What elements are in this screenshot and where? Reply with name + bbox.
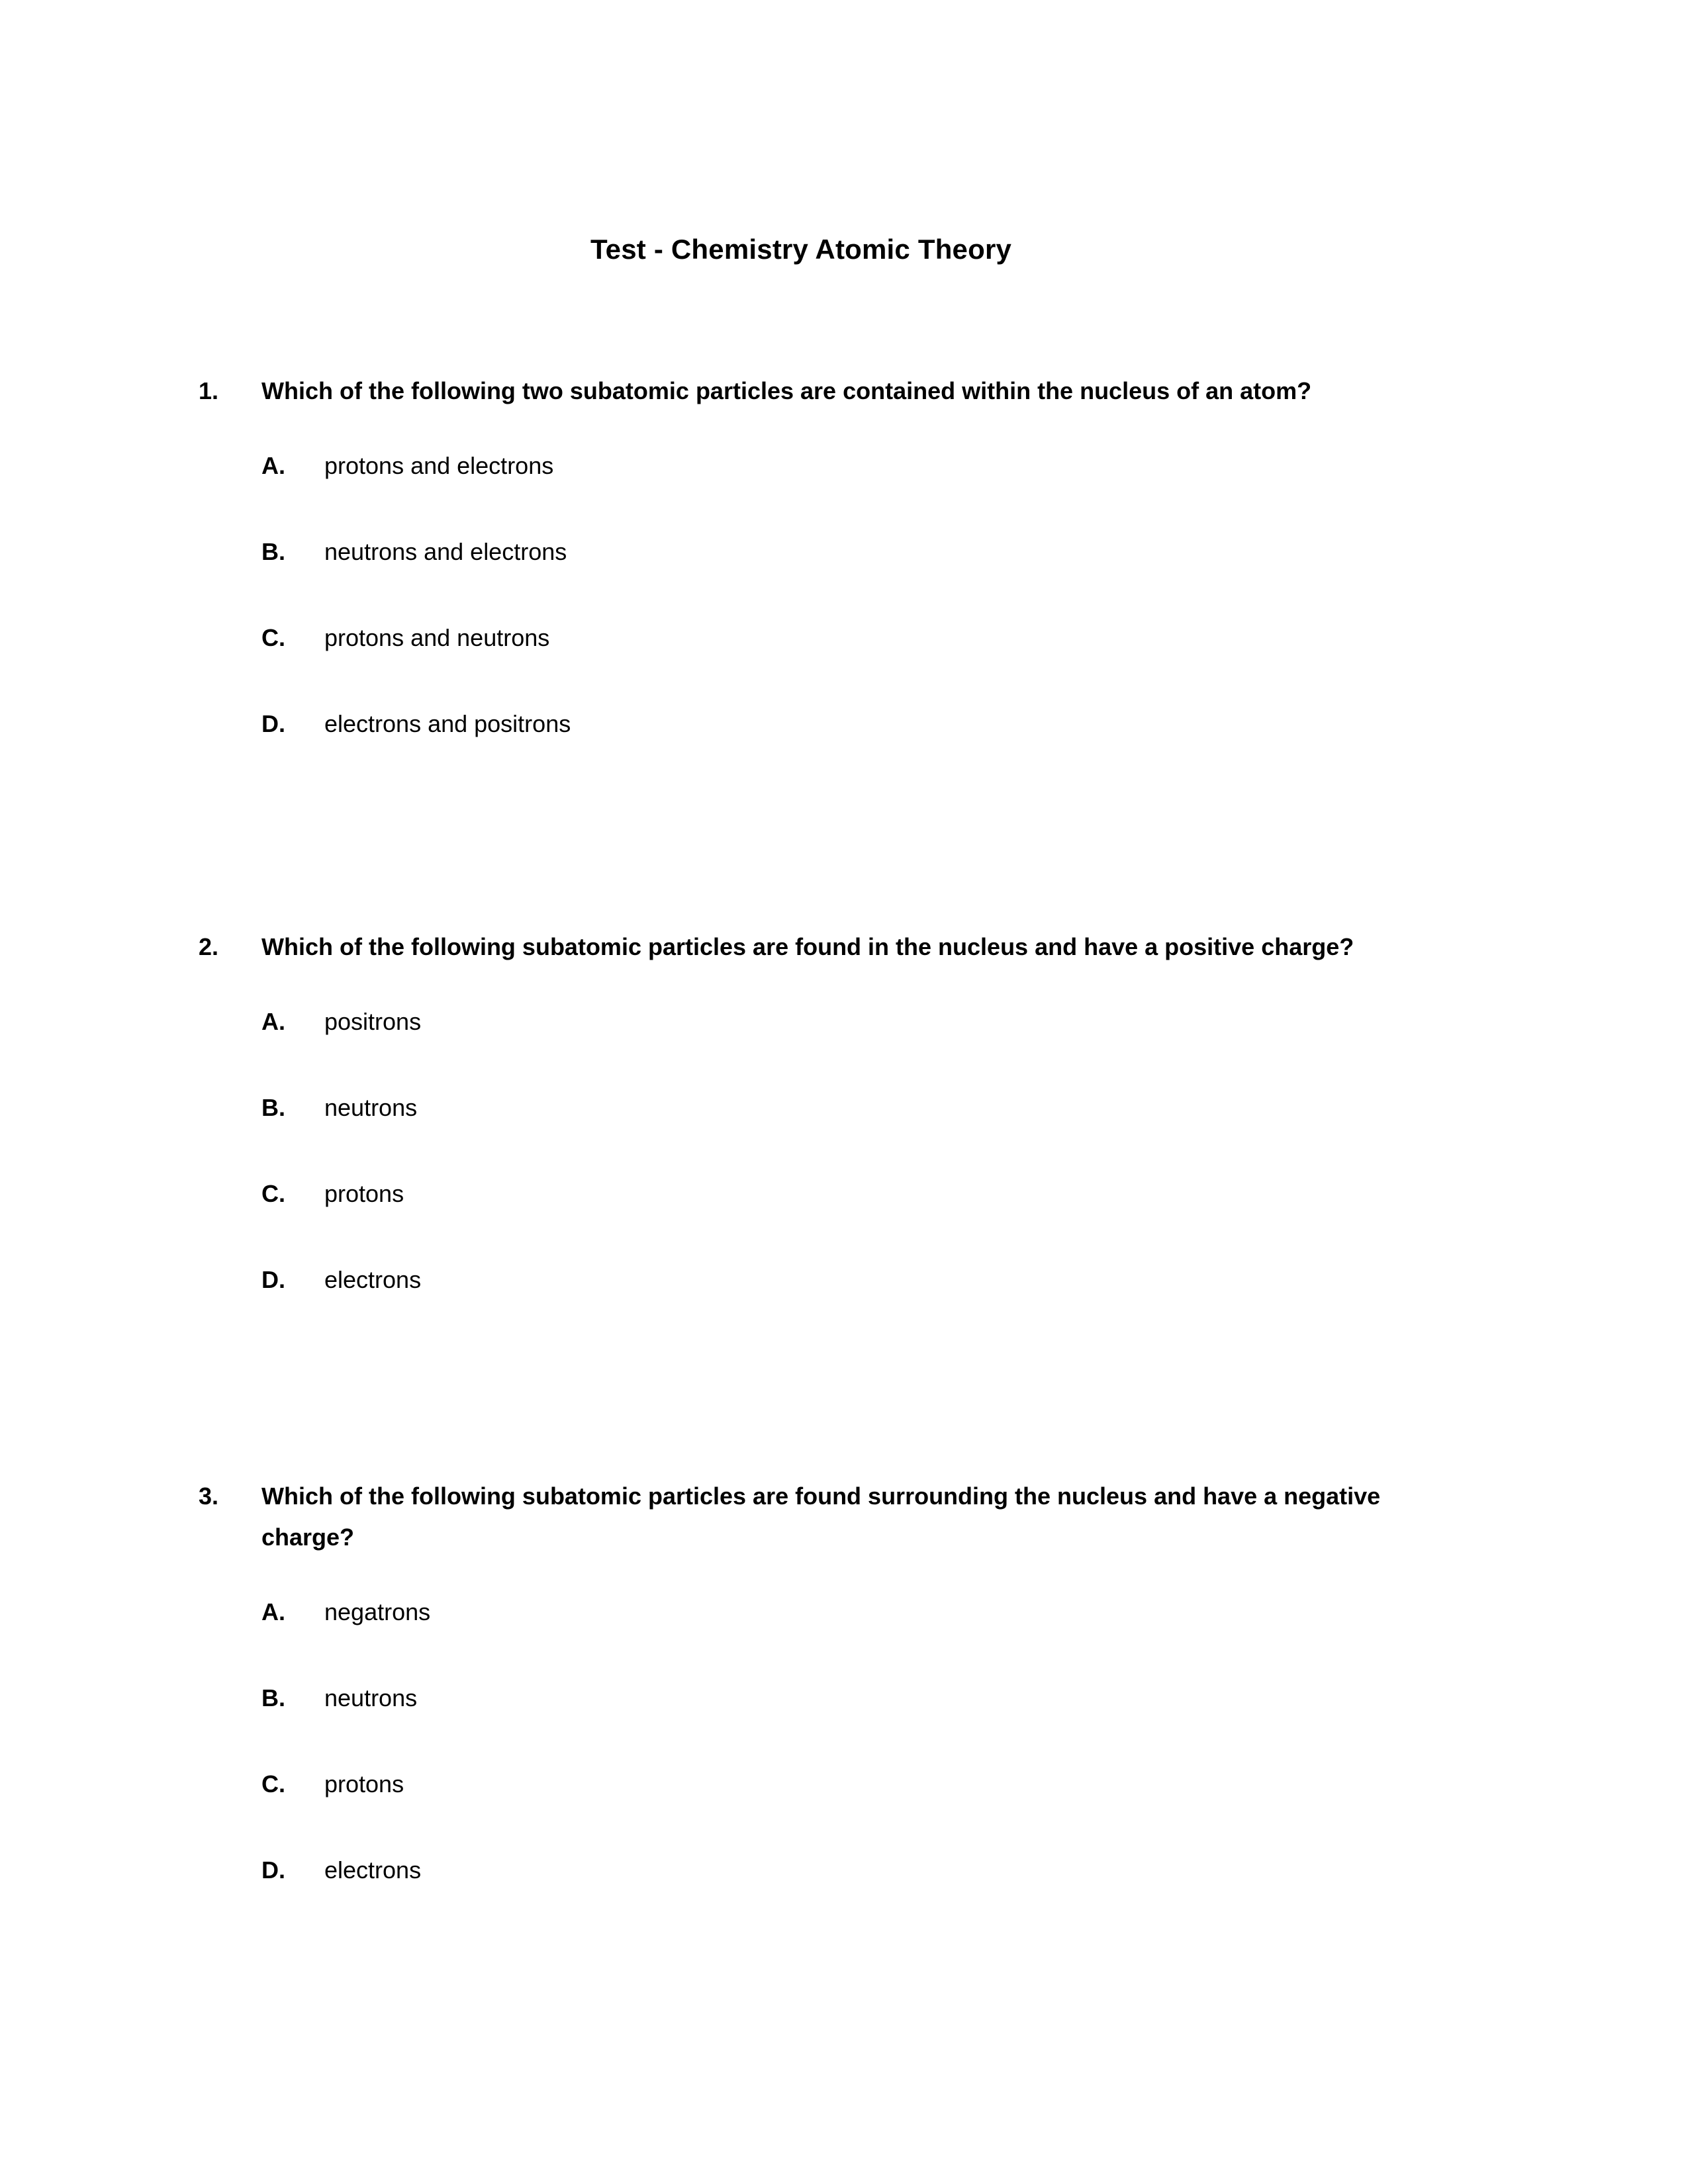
option-letter: C.: [261, 624, 285, 651]
option-list: [199, 449, 1390, 793]
option-letter: A.: [261, 452, 285, 479]
option-text: neutrons: [324, 1684, 418, 1711]
option-row[interactable]: [199, 1177, 1390, 1263]
option-letter: D.: [261, 710, 285, 737]
option-list: [199, 1005, 1390, 1349]
option-letter: D.: [261, 1856, 285, 1884]
option-row[interactable]: [199, 535, 1390, 621]
option-text: protons and electrons: [324, 452, 554, 479]
option-row[interactable]: [199, 1767, 1390, 1853]
option-letter: B.: [261, 1094, 285, 1121]
option-text: neutrons: [324, 1094, 418, 1121]
option-text: neutrons and electrons: [324, 538, 567, 565]
question-number: 1.: [199, 377, 219, 404]
option-row[interactable]: [199, 1091, 1390, 1177]
option-letter: A.: [261, 1598, 285, 1625]
option-text: electrons: [324, 1856, 422, 1884]
option-row[interactable]: [199, 1263, 1390, 1349]
question-block: [199, 927, 1390, 1349]
option-text: protons and neutrons: [324, 624, 550, 651]
option-row[interactable]: [199, 621, 1390, 707]
option-text: protons: [324, 1180, 404, 1207]
option-list: [199, 1595, 1390, 1939]
option-letter: A.: [261, 1008, 285, 1035]
question-number: 3.: [199, 1482, 219, 1510]
option-letter: B.: [261, 1684, 285, 1711]
option-row[interactable]: [199, 1681, 1390, 1767]
option-row[interactable]: [199, 449, 1390, 535]
option-row[interactable]: [199, 1853, 1390, 1939]
option-letter: B.: [261, 538, 285, 565]
option-row[interactable]: [199, 707, 1390, 793]
option-text: positrons: [324, 1008, 422, 1035]
question-row: [199, 1476, 1390, 1558]
option-text: electrons and positrons: [324, 710, 571, 737]
option-text: negatrons: [324, 1598, 431, 1625]
option-letter: D.: [261, 1266, 285, 1293]
question-block: [199, 1476, 1390, 1939]
question-text: Which of the following two subatomic particles are contained within the nucleus of an atom?: [261, 377, 1312, 404]
question-text: Which of the following subatomic particles are found in the nucleus and have a positive charge?: [261, 933, 1354, 960]
option-letter: C.: [261, 1180, 285, 1207]
option-letter: C.: [261, 1770, 285, 1797]
option-text: electrons: [324, 1266, 422, 1293]
question-text: Which of the following subatomic particles are found surrounding the nucleus and have a negative charge?: [261, 1482, 1381, 1551]
question-number: 2.: [199, 933, 219, 960]
question-row: [199, 371, 1390, 412]
page-title: Test - Chemistry Atomic Theory: [590, 234, 1012, 265]
question-row: [199, 927, 1390, 968]
option-row[interactable]: [199, 1005, 1390, 1091]
option-row[interactable]: [199, 1595, 1390, 1681]
option-text: protons: [324, 1770, 404, 1797]
question-block: [199, 371, 1390, 793]
